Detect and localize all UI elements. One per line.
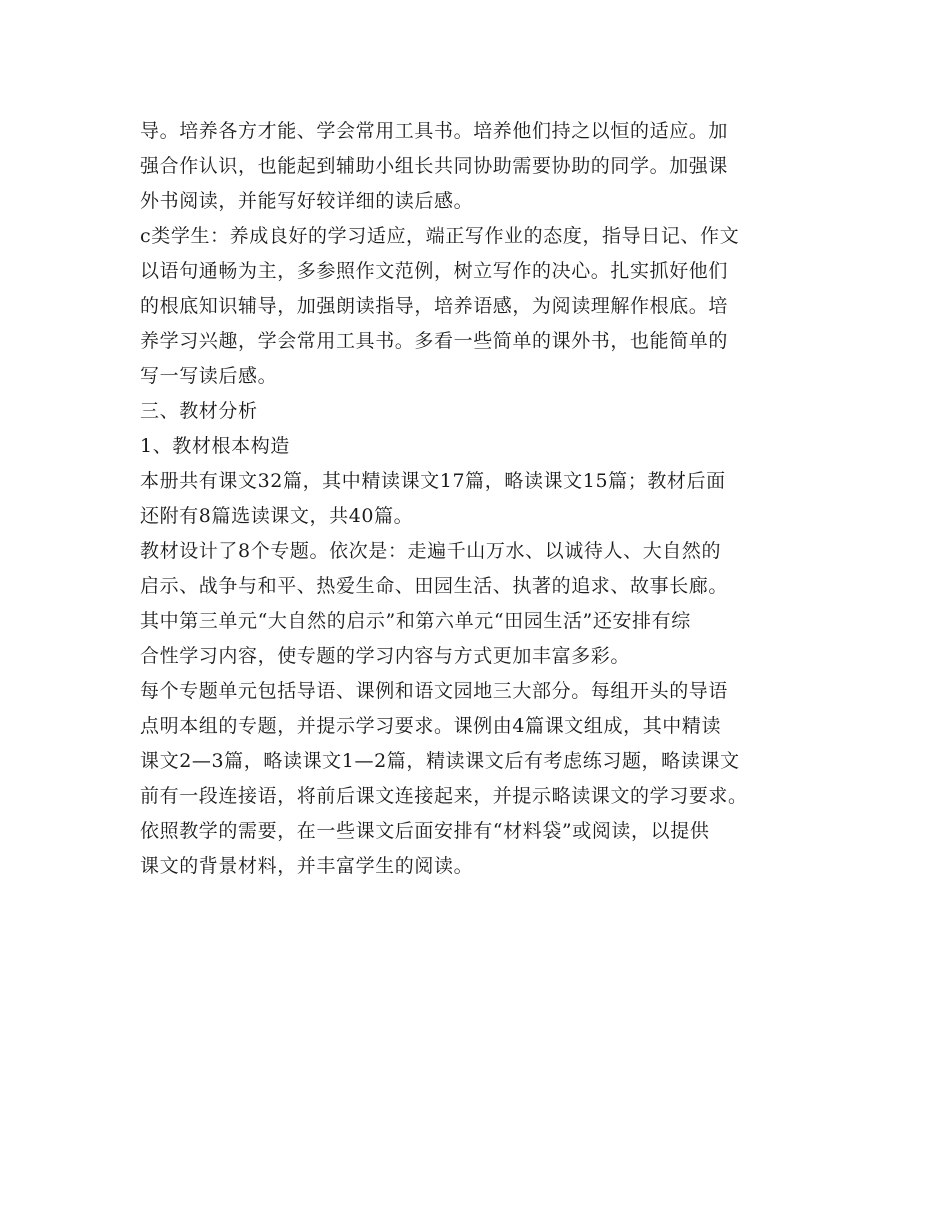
text-line: 课文2—3篇，略读课文1—2篇，精读课文后有考虑练习题，略读课文 [140,750,740,772]
text-line: 写一写读后感。 [140,365,278,387]
text-line: 其中第三单元“大自然的启示”和第六单元“田园生活”还安排有综 [140,610,691,632]
text-line: 的根底知识辅导，加强朗读指导，培养语感，为阅读理解作根底。培 [140,295,729,317]
document-body [140,114,830,884]
text-line: 还附有8篇选读课文，共40篇。 [140,505,414,527]
text-line: 每个专题单元包括导语、课例和语文园地三大部分。每组开头的导语 [140,680,729,702]
text-line: 外书阅读，并能写好较详细的读后感。 [140,190,474,212]
text-line: 依照教学的需要，在一些课文后面安排有“材料袋”或阅读，以提供 [140,820,710,842]
text-line: 教材设计了8个专题。依次是：走遍千山万水、以诚待人、大自然的 [140,540,722,562]
text-line: 启示、战争与和平、热爱生命、田园生活、执著的追求、故事长廊。 [140,575,729,597]
text-line: 课文的背景材料，并丰富学生的阅读。 [140,855,474,877]
text-line: 导。培养各方才能、学会常用工具书。培养他们持之以恒的适应。加 [140,120,729,142]
subsection-heading: 1、教材根本构造 [140,435,290,457]
text-line: 本册共有课文32篇，其中精读课文17篇，略读课文15篇；教材后面 [140,470,726,492]
text-line: 前有一段连接语，将前后课文连接起来，并提示略读课文的学习要求。 [140,785,748,807]
text-line: 合性学习内容，使专题的学习内容与方式更加丰富多彩。 [140,645,631,667]
text-line: 强合作认识，也能起到辅助小组长共同协助需要协助的同学。加强课 [140,155,729,177]
text-line: 以语句通畅为主，多参照作文范例，树立写作的决心。扎实抓好他们 [140,260,729,282]
text-line: c类学生：养成良好的学习适应，端正写作业的态度，指导日记、作文 [140,225,740,247]
text-line: 点明本组的专题，并提示学习要求。课例由4篇课文组成，其中精读 [140,715,722,737]
text-line: 养学习兴趣，学会常用工具书。多看一些简单的课外书，也能简单的 [140,330,729,352]
section-heading: 三、教材分析 [140,400,258,422]
